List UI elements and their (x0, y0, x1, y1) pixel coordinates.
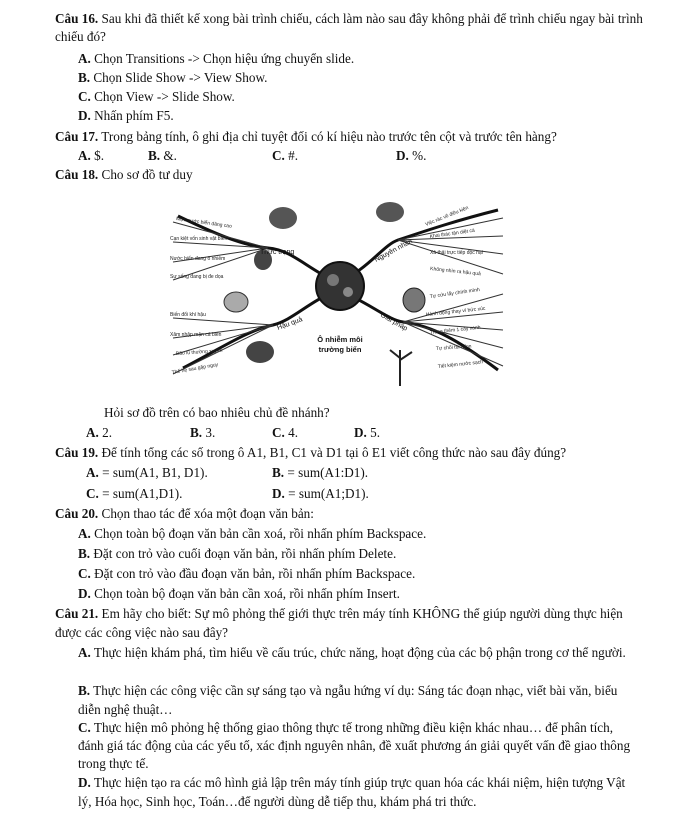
question-number: Câu 20. (55, 506, 99, 521)
option-d[interactable]: D. %. (396, 148, 427, 163)
svg-text:Không nhìn ra hậu quả: Không nhìn ra hậu quả (429, 266, 482, 278)
center-topic: trường biển (318, 345, 362, 354)
option-c[interactable]: C. #. (272, 148, 299, 163)
option-c[interactable]: C. 4. (272, 425, 299, 440)
option-d[interactable]: D. Chọn toàn bộ đoạn văn bản cần xoá, rồi nhấn phím Insert. (78, 586, 400, 601)
svg-text:Trồng thêm 1 cây xanh: Trồng thêm 1 cây xanh (429, 324, 481, 336)
svg-text:Hành động thay vì bức xúc: Hành động thay vì bức xúc (425, 305, 486, 318)
svg-text:Sự sống đang bị đe dọa: Sự sống đang bị đe dọa (170, 274, 224, 280)
question-16 (55, 10, 655, 46)
option-b[interactable]: B. 3. (190, 425, 216, 440)
question-21 (55, 604, 630, 642)
svg-text:Tự cứu lấy chính mình: Tự cứu lấy chính mình (429, 287, 481, 300)
svg-text:Khai thác tận diệt cá: Khai thác tận diệt cá (429, 227, 476, 240)
svg-text:Xâm nhập mặn cả biển: Xâm nhập mặn cả biển (170, 332, 222, 338)
option-d[interactable]: D. = sum(A1;D1). (272, 486, 369, 501)
svg-text:Mực nước biển dâng cao: Mực nước biển dâng cao (175, 216, 233, 230)
svg-text:Biến đổi khí hậu: Biến đổi khí hậu (170, 312, 206, 318)
option-c[interactable]: C. Thực hiện mô phỏng hệ thống giao thông thực tế trong những điều kiện khác nhau… để phân tích, đánh giá tác động của các yếu tố, xác định nguyên nhân, đề xuất phương án giải quyết vấn đề giao thông trong thực tế. (78, 720, 631, 771)
question-17 (55, 129, 557, 145)
question-number: Câu 17. (55, 129, 99, 144)
option-a[interactable]: A. 2. (86, 425, 113, 440)
option-b[interactable]: B. &. (148, 148, 177, 163)
question-text: Sau khi đã thiết kế xong bài trình chiếu, cách làm nào sau đây không phải để trình chiếu ngay bài trình chiếu đó? (55, 11, 643, 44)
option-c[interactable]: C. Đặt con trỏ vào đầu đoạn văn bản, rồi nhấn phím Backspace. (78, 566, 416, 581)
svg-text:Thế hệ sau gặp nguy: Thế hệ sau gặp nguy (171, 361, 219, 376)
svg-text:Tiết kiệm nước sạch: Tiết kiệm nước sạch (437, 359, 484, 370)
branch-label: Hậu quả (276, 316, 304, 332)
option-a[interactable]: A. = sum(A1, B1, D1). (86, 465, 208, 480)
svg-text:Nước biển đang ô nhiễm: Nước biển đang ô nhiễm (170, 256, 226, 262)
option-d[interactable]: D. 5. (354, 425, 381, 440)
question-20 (55, 506, 314, 522)
question-19 (55, 445, 566, 461)
question-text: Cho sơ đồ tư duy (101, 167, 193, 182)
question-number: Câu 19. (55, 445, 99, 460)
option-a[interactable]: A. Chọn Transitions -> Chọn hiệu ứng chuyển slide. (78, 51, 355, 66)
svg-text:Bão lũ thường xuyên: Bão lũ thường xuyên (175, 347, 223, 357)
svg-text:Tự chối túi nilon: Tự chối túi nilon (435, 343, 472, 352)
svg-text:Cạn kiệt vốn sinh vật biển: Cạn kiệt vốn sinh vật biển (170, 236, 228, 242)
option-b[interactable]: B. Thực hiện các công việc cần sự sáng tạo và ngẫu hứng ví dụ: Sáng tác đoạn nhạc, viết bài văn, biểu diễn nghệ thuật… (78, 683, 618, 717)
question-18 (55, 167, 193, 183)
branch-label: Giải pháp (379, 311, 409, 333)
svg-text:Việc rác vô điều kiện: Việc rác vô điều kiện (424, 205, 470, 228)
question-text: Chọn thao tác để xóa một đoạn văn bản: (101, 506, 314, 521)
question-number: Câu 16. (55, 11, 99, 26)
mindmap-question: Hỏi sơ đồ trên có bao nhiêu chủ đề nhánh? (104, 405, 330, 420)
option-c[interactable]: C. Chọn View -> Slide Show. (78, 89, 235, 104)
question-number: Câu 18. (55, 167, 99, 182)
question-text: Để tính tổng các số trong ô A1, B1, C1 và D1 tại ô E1 viết công thức nào sau đây đúng? (101, 445, 567, 460)
option-a[interactable]: A. $. (78, 148, 105, 163)
option-b[interactable]: B. Chọn Slide Show -> View Show. (78, 70, 268, 85)
question-text: Trong bảng tính, ô ghi địa chỉ tuyệt đối có kí hiệu nào trước tên cột và trước tên hàng? (101, 129, 557, 144)
option-a[interactable]: A. Chọn toàn bộ đoạn văn bản cần xoá, rồi nhấn phím Backspace. (78, 526, 427, 541)
option-d[interactable]: D. Nhấn phím F5. (78, 108, 174, 123)
option-d[interactable]: D. Thực hiện tạo ra các mô hình giả lập trên máy tính giúp trực quan hóa các khái niệm, hiện tượng Vật lý, Hóa học, Sinh học, Toán…để người dùng dễ tiếp thu, khám phá tri thức. (78, 775, 626, 809)
branch-label: Thực trạng (260, 249, 295, 256)
question-text: Em hãy cho biết: Sự mô phỏng thế giới thực trên máy tính KHÔNG thể giúp người dùng thực hiện được các công việc nào sau đây? (55, 606, 623, 640)
branch-label: Nguyên nhân (373, 238, 414, 264)
option-c[interactable]: C. = sum(A1,D1). (86, 486, 183, 501)
mind-map-diagram (168, 190, 508, 390)
svg-text:Xả thải trực tiếp độc hại: Xả thải trực tiếp độc hại (430, 250, 483, 256)
option-b[interactable]: B. Đặt con trỏ vào cuối đoạn văn bản, rồi nhấn phím Delete. (78, 546, 397, 561)
option-a[interactable]: A. Thực hiện khám phá, tìm hiểu về cấu trúc, chức năng, hoạt động của các bộ phận trong cơ thể người. (78, 645, 626, 660)
option-b[interactable]: B. = sum(A1:D1). (272, 465, 369, 480)
center-topic: Ô nhiễm môi (317, 335, 363, 344)
question-number: Câu 21. (55, 606, 99, 621)
